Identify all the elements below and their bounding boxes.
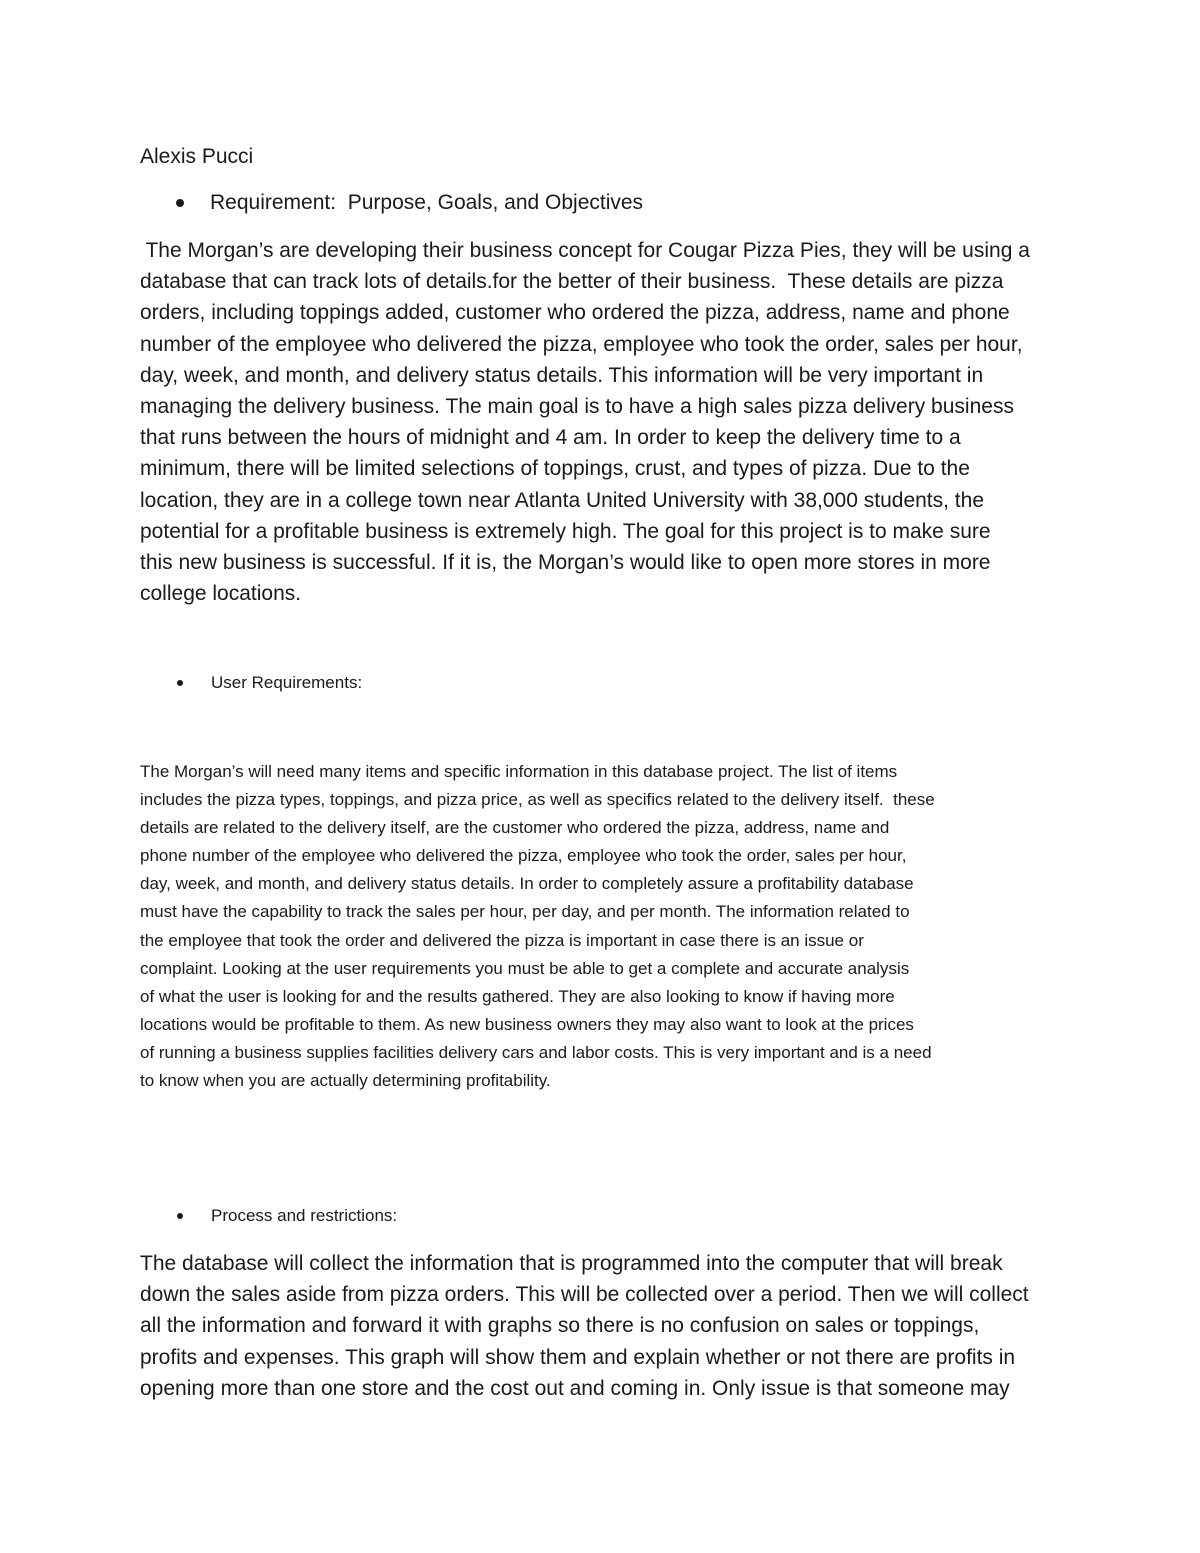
paragraph-line: details are related to the delivery itself, are the customer who ordered the pizza, address, name and (140, 818, 890, 838)
paragraph-line: that runs between the hours of midnight and 4 am. In order to keep the delivery time to a (140, 426, 961, 450)
paragraph-line: college locations. (140, 582, 302, 606)
paragraph-line: number of the employee who delivered the pizza, employee who took the order, sales per hour, (140, 332, 1023, 356)
paragraph-line: potential for a profitable business is extremely high. The goal for this project is to make sure (140, 519, 991, 543)
paragraph-line: The Morgan’s will need many items and specific information in this database project. The list of items (140, 762, 898, 781)
paragraph-user-requirements (140, 758, 935, 1095)
paragraph-line: locations would be profitable to them. As new business owners they may also want to look at the prices (140, 1014, 914, 1034)
paragraph-line: opening more than one store and the cost out and coming in. Only issue is that someone may (140, 1376, 1010, 1400)
paragraph-line: day, week, and month, and delivery status details. In order to completely assure a profitability database (140, 874, 914, 894)
paragraph-line: of running a business supplies facilities delivery cars and labor costs. This is very important and is a need (140, 1042, 932, 1062)
paragraph-line: down the sales aside from pizza orders. This will be collected over a period. Then we will collect (140, 1283, 1029, 1307)
bullet-icon (177, 1213, 183, 1219)
section-heading-user-requirements (140, 670, 362, 696)
paragraph-line: to know when you are actually determining profitability. (140, 1071, 551, 1091)
paragraph-line: of what the user is looking for and the results gathered. They are also looking to know if having more (140, 986, 895, 1006)
paragraph-line: all the information and forward it with graphs so there is no confusion on sales or toppings, (140, 1314, 980, 1338)
paragraph-line: The Morgan’s are developing their business concept for Cougar Pizza Pies, they will be using a (140, 239, 1030, 262)
paragraph-line: complaint. Looking at the user requirements you must be able to get a complete and accurate analysis (140, 958, 910, 978)
paragraph-line: The database will collect the information that is programmed into the computer that will break (140, 1252, 1003, 1275)
paragraph-line: location, they are in a college town near Atlanta United University with 38,000 students, the (140, 488, 984, 512)
bullet-icon (177, 680, 183, 686)
paragraph-line: profits and expenses. This graph will show them and explain whether or not there are profits in (140, 1345, 1016, 1369)
paragraph-line: the employee that took the order and delivered the pizza is important in case there is an issue or (140, 930, 864, 950)
paragraph-line: minimum, there will be limited selections of toppings, crust, and types of pizza. Due to the (140, 457, 970, 481)
section-heading-text: Requirement: Purpose, Goals, and Objectives (210, 191, 644, 214)
paragraph-process (140, 1248, 1029, 1404)
paragraph-line: orders, including toppings added, customer who ordered the pizza, address, name and phone (140, 301, 1010, 325)
section-heading-text: User Requirements: (211, 673, 363, 692)
paragraph-line: includes the pizza types, toppings, and pizza price, as well as specifics related to the delivery itself. these (140, 790, 935, 810)
bullet-icon (176, 199, 184, 207)
paragraph-line: managing the delivery business. The main goal is to have a high sales pizza delivery business (140, 395, 1014, 419)
paragraph-line: must have the capability to track the sales per hour, per day, and per month. The information related to (140, 902, 910, 922)
paragraph-purpose (140, 235, 1030, 609)
paragraph-line: this new business is successful. If it is, the Morgan’s would like to open more stores in more (140, 551, 991, 575)
paragraph-line: day, week, and month, and delivery status details. This information will be very important in (140, 363, 984, 387)
author-name: Alexis Pucci (140, 145, 254, 168)
section-heading-process (140, 1203, 397, 1229)
section-heading-purpose (140, 189, 643, 217)
paragraph-line: database that can track lots of details.for the better of their business. These details are pizza (140, 270, 1004, 294)
section-heading-text: Process and restrictions: (211, 1206, 398, 1225)
paragraph-line: phone number of the employee who delivered the pizza, employee who took the order, sales per hour, (140, 846, 907, 866)
